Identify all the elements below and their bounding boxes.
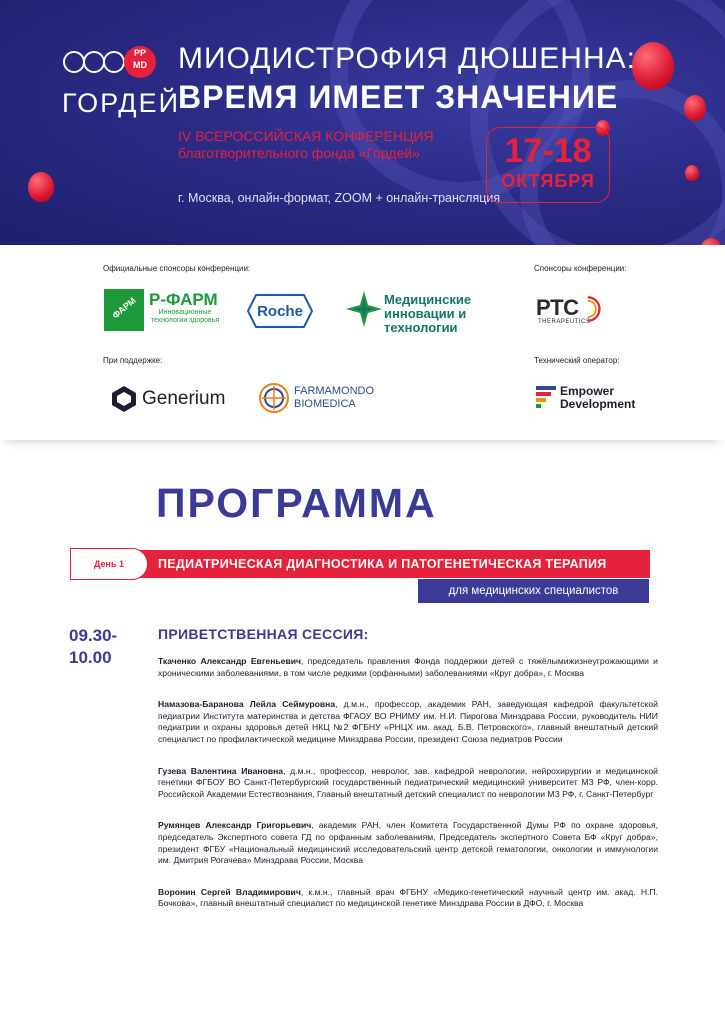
session-time bbox=[69, 625, 117, 669]
farmamondo-name bbox=[294, 385, 374, 411]
speaker-name: Ткаченко Александр Евгеньевич bbox=[158, 656, 302, 666]
gordey-logo bbox=[62, 40, 181, 120]
logo-text: ГОРДЕЙ bbox=[62, 88, 181, 118]
session-title: ПРИВЕТСТВЕННАЯ СЕССИЯ: bbox=[158, 626, 369, 642]
rpharm-box bbox=[104, 289, 144, 331]
conference-line-1: IV ВСЕРОССИЙСКАЯ КОНФЕРЕНЦИЯ bbox=[178, 128, 434, 144]
roche-logo bbox=[246, 293, 314, 329]
empower-line-1: Empower bbox=[560, 384, 615, 398]
operator-label: Технический оператор: bbox=[534, 356, 620, 365]
speaker-entry bbox=[158, 820, 658, 866]
empower-name bbox=[560, 385, 635, 411]
ptc-sub: THERAPEUTICS bbox=[538, 319, 591, 325]
speaker-list bbox=[158, 656, 658, 930]
conference-sponsors-label: Спонсоры конференции: bbox=[534, 264, 627, 273]
speaker-entry bbox=[158, 887, 658, 910]
header-banner bbox=[0, 0, 725, 245]
empower-icon bbox=[536, 386, 556, 410]
session-time-end: 10.00 bbox=[69, 648, 112, 667]
rpharm-logo bbox=[104, 289, 224, 333]
generium-hexagon-icon bbox=[110, 385, 138, 413]
mit-line-3: технологии bbox=[384, 320, 458, 335]
ptc-name: PTC bbox=[536, 295, 579, 320]
speaker-entry bbox=[158, 699, 658, 745]
logo-badge-top: PP bbox=[133, 48, 146, 58]
title-line-2: ВРЕМЯ ИМЕЕТ ЗНАЧЕНИЕ bbox=[178, 79, 619, 115]
conference-line-2: благотворительного фонда «Гордей» bbox=[178, 145, 420, 161]
roche-name: Roche bbox=[257, 303, 303, 320]
speaker-name: Намазова-Баранова Лейла Сеймуровна bbox=[158, 699, 336, 710]
speaker-name: Воронин Сергей Владимирович bbox=[158, 886, 301, 897]
session-time-start: 09.30- bbox=[69, 626, 118, 645]
audience-label: для медицинских специалистов bbox=[418, 579, 649, 603]
mit-logo bbox=[346, 289, 476, 333]
speaker-entry bbox=[158, 766, 658, 801]
location: г. Москва, онлайн-формат, ZOOM + онлайн-трансляция bbox=[178, 191, 501, 205]
program-title: ПРОГРАММА bbox=[156, 480, 437, 526]
speaker-name: Гузева Валентина Ивановна bbox=[158, 765, 284, 776]
day-title: ПЕДИАТРИЧЕСКАЯ ДИАГНОСТИКА И ПАТОГЕНЕТИЧЕСКАЯ ТЕРАПИЯ bbox=[158, 557, 607, 571]
speaker-description: , д.м.н., профессор, невролог, зав. кафедрой неврологии, нейрохирургии и медицинской генетики ФГБОУ ВО Санкт-Петербургский государственный педиатрический медицинский университет МЗ РФ, член-корр. Российской Академии Естествознания, Главный внештатный детский специалист по неврологии МЗ РФ, г. Санкт-Петербург bbox=[158, 765, 658, 799]
ptc-logo bbox=[536, 293, 606, 329]
mit-name bbox=[384, 293, 471, 335]
farmamondo-logo bbox=[258, 382, 378, 416]
official-sponsors-label: Официальные спонсоры конференции: bbox=[103, 264, 251, 273]
empower-line-2: Development bbox=[560, 397, 636, 411]
date-box bbox=[486, 127, 610, 203]
rpharm-name: Р-ФАРМ bbox=[149, 290, 218, 309]
farmamondo-line-1: FARMAMONDO bbox=[294, 385, 375, 397]
date-month: ОКТЯБРЯ bbox=[501, 171, 595, 191]
title-line-1: МИОДИСТРОФИЯ ДЮШЕННА: bbox=[178, 42, 636, 75]
balloon bbox=[28, 172, 54, 202]
support-label: При поддержке: bbox=[103, 356, 163, 365]
mit-star-icon bbox=[346, 291, 382, 327]
mit-line-2: инновации и bbox=[384, 306, 467, 321]
day-label: День 1 bbox=[70, 548, 148, 580]
generium-name: Generium bbox=[142, 388, 226, 409]
balloon bbox=[685, 165, 699, 181]
speaker-entry bbox=[158, 656, 658, 679]
empower-logo bbox=[536, 385, 646, 415]
rpharm-tagline: Инновационные технологии здоровья bbox=[150, 309, 220, 324]
farmamondo-icon bbox=[258, 382, 290, 414]
speaker-description: , д.м.н., профессор, академик РАН, заведующая кафедрой факультетской педиатрии Института материнства и детства ФГАОУ ВО РНИМУ им. Н.И. Пирогова Минздрава России, руководитель НИИ педиатрии и охраны здоровья детей НКЦ №2 ФГБНУ «РНЦХ им. акад. Б.В. Петровского», главный внештатный детский специалист по профилактической медицине Минздрава России, президент Союза педиатров России bbox=[158, 699, 658, 744]
speaker-description: , академик РАН, член Комитета Государственной Думы РФ по охране здоровья, председатель Экспертного совета ГД по орфанным заболеваниям, Председатель экспертного Совета БФ «Круг добра», президент ФГБУ «Национальный медицинский исследовательский центр детской гематологии, онкологии и иммунологии им. Дмитрия Рогачева» Минздрава России, Москва bbox=[158, 820, 658, 866]
speaker-description: , председатель правления Фонда поддержки детей с тяжёлымижизнеугрожающими и хроническими заболеваниями, в том числе редкими (орфанными) заболеваниями «Круг добра», г. Москва bbox=[158, 656, 658, 678]
date-days: 17-18 bbox=[504, 132, 592, 170]
generium-logo bbox=[110, 385, 235, 415]
sponsors-section bbox=[0, 245, 725, 440]
balloon bbox=[632, 42, 674, 90]
farmamondo-line-2: BIOMEDICA bbox=[294, 398, 356, 410]
speaker-name: Румянцев Александр Григорьевич bbox=[158, 820, 312, 831]
mit-line-1: Медицинские bbox=[384, 292, 472, 307]
rpharm-box-text: ФАРМ bbox=[110, 295, 138, 321]
speaker-description: , к.м.н., главный врач ФГБНУ «Медико-генетический научный центр им. акад. Н.П. Бочкова», главный внештатный специалист по медицинской генетике Минздрава России в ДФО, г. Москва bbox=[158, 886, 658, 909]
balloon bbox=[684, 95, 706, 121]
logo-badge-bottom: MD bbox=[133, 60, 147, 70]
ptc-arc-icon bbox=[586, 295, 604, 323]
